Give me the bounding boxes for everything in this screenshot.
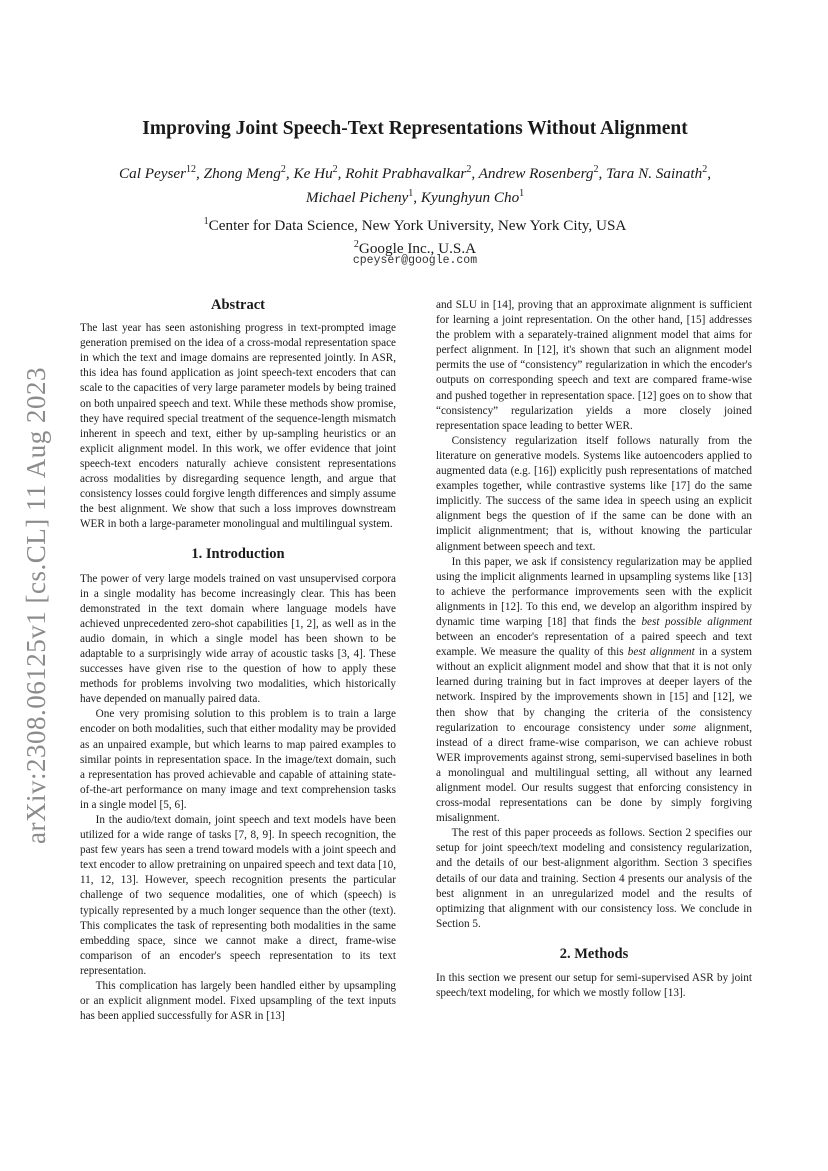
section-heading-methods: 2. Methods <box>559 945 629 962</box>
intro-paragraph: The power of very large models trained on vast unsupervised corpora in a single modality has become increasingly clear. This has been demonstrated in the text domain where language models have achieved unprecedented zero-shot capabilities [1, 2], as well as in the audio domain, in which a single model has been shown to be adaptable to a surprisingly wide array of acoustic tasks [3, 4]. These successes have given rise to the question of how to apply these methods for problems involving two modalities, which historically have depended on manually paired data. <box>80 572 396 706</box>
author-name: Cal Peyser <box>118 165 187 183</box>
author-separator: , <box>337 165 346 183</box>
author-name: Kyunghyun Cho <box>420 189 520 207</box>
author-separator: , <box>413 189 421 207</box>
methods-paragraph: In this section we present our setup for semi-supervised ASR by joint speech/text modeling, for which we mostly follow [13]. <box>436 972 752 1000</box>
author-separator: , <box>471 165 479 183</box>
affiliation-marker: 2 <box>702 164 708 175</box>
emphasis: best alignment <box>627 646 695 659</box>
affiliation-marker: 2 <box>332 164 338 175</box>
intro-paragraph: In the audio/text domain, joint speech and text models have been utilized for a wide range of tasks [7, 8, 9]. In speech recognition, the past few years has seen a trend toward models with a joint speech and text encoder to allow pretraining on unpaired speech and text data [10, 11, 12, 13]. However, speech recognition presents the particular challenge of two sequence modalities, one of which (speech) is typically represented by a much longer sequence than the other (text). This complicates the task of representing both modalities in the same embedding space, since we cannot make a direct, frame-wise comparison of an encoder's speech representation to its text representation. <box>80 814 396 977</box>
author-separator: , <box>196 165 204 183</box>
affiliation-marker: 2 <box>466 164 472 175</box>
author-name: Rohit Prabhavalkar <box>345 165 467 183</box>
arxiv-identifier: arXiv:2308.06125v1 [cs.CL] 11 Aug 2023 <box>20 366 51 844</box>
paper-title: Improving Joint Speech-Text Representations Without Alignment <box>142 118 688 139</box>
author-name: Ke Hu <box>293 165 333 183</box>
author-name: Andrew Rosenberg <box>478 165 594 183</box>
affiliation-marker: 1 <box>408 188 414 200</box>
affiliation-marker: 12 <box>186 164 197 175</box>
intro-paragraph: Consistency regularization itself follows naturally from the literature on generative models. Systems like autoencoders applied to augmented data (e.g. [16]) explicitly push representations of matched examples together, while contrastive systems like [17] do the same implicitly. The success of the same idea in speech using an explicit alignment begs the question of if the same can be done with an implicit alignmentment; that is, without knowing the particular alignment between speech and text. <box>436 434 752 553</box>
affiliation-marker: 1 <box>519 188 525 200</box>
right-column <box>436 298 752 1001</box>
affiliation-2: $^2$Google Inc., U.S.A <box>353 239 477 258</box>
author-line <box>80 184 750 208</box>
affiliation-marker: 2 <box>593 164 599 175</box>
intro-paragraph: One very promising solution to this problem is to train a large encoder on both modalities, such that either modality may be provided as an unpaired example, but which learns to map paired examples to similar points in representation space. In the image/text domain, such a representation has proved achievable and capable of attaining state-of-the-art performance on many image and text comprehension tasks in a single model [5, 6]. <box>80 708 396 811</box>
intro-paragraph: The rest of this paper proceeds as follows. Section 2 specifies our setup for joint speech/text modeling and consistency regularization, and the details of our best-alignment algorithm. Section 3 specifies details of our data and training. Section 4 presents our analysis of the best alignment in an unregularized model and the results of optimizing that alignment with our consistency loss. We conclude in Section 5. <box>436 827 752 930</box>
emphasis: best possible alignment <box>641 615 752 628</box>
author-list <box>80 160 750 208</box>
author-separator: , <box>707 165 711 183</box>
contact-email: cpeyser@google.com <box>352 254 478 267</box>
emphasis: some <box>672 721 696 734</box>
left-column <box>80 298 396 1024</box>
intro-paragraph: In this paper, we ask if consistency regularization may be applied using the implicit alignments learned in upsampling systems like [13] to achieve the performance improvements seen with the explicit alignments in [12]. To this end, we develop an algorithm inspired by dynamic time warping [18] that finds the best possible alignment between an encoder's representation of a paired speech and text example. We measure the quality of this best alignment in a system without an explicit alignment model and show that that it is not only learned during training but in fact improves at deeper layers of the network. Inspired by the improvements shown in [15] and [12], we then show that by changing the criteria of the consistency regularization to encourage consistency under some alignment, instead of a direct frame-wise comparison, we can achieve robust WER improvements against strong, semi-supervised baselines in both a monolingual and multilingual setting, all without any learned alignment model. Our results suggest that enforcing consistency in cross-modal representations can be done by simply forgiving misalignment. <box>436 555 752 825</box>
affiliation-marker: 2 <box>280 164 286 175</box>
author-separator: , <box>285 165 294 183</box>
author-line <box>80 160 750 184</box>
intro-paragraph: This complication has largely been handled either by upsampling or an explicit alignment model. Fixed upsampling of the text inputs has been applied successfully for ASR in [13] <box>80 980 396 1023</box>
author-separator: , <box>598 165 607 183</box>
section-heading-introduction: 1. Introduction <box>191 546 285 563</box>
affiliations <box>80 212 750 258</box>
abstract-text: The last year has seen astonishing progress in text-prompted image generation premised on the idea of a cross-modal representation space in which the text and image domains are represented jointly. In ASR, this idea has found application as joint speech-text encoders that can scale to the capacities of very large parameter models by being trained on both unpaired speech and text. While these methods show promise, they have required special treatment of the sequence-length mismatch inherent in speech and text, either by up-sampling heuristics or an explicit alignment model. In this work, we offer evidence that joint speech-text encoders naturally achieve consistent representations across modalities by disregarding sequence length, and argue that consistency losses could forgive length differences and simply assume the best alignment. We show that such a loss improves downstream WER in both a large-parameter monolingual and multilingual system. <box>80 322 396 531</box>
intro-paragraph: and SLU in [14], proving that an approximate alignment is sufficient for learning a joint representation. On the other hand, [15] addresses the problem with a separately-trained alignment model that aims for perfect alignment. In [12], it's shown that such an alignment model permits the use of “consistency” regularization in which the encoder's outputs on corresponding speech and text are compared frame-wise and pushed together in representation space. [12] goes on to show that “consistency” regularization yields a more closely joined representation space leading to better WER. <box>436 299 752 432</box>
author-name: Tara N. Sainath <box>606 165 703 183</box>
abstract-heading: Abstract <box>211 297 265 313</box>
affiliation-1: $^1$Center for Data Science, New York University, New York City, USA <box>203 216 627 235</box>
author-name: Michael Picheny <box>305 189 409 207</box>
author-name: Zhong Meng <box>203 165 281 183</box>
